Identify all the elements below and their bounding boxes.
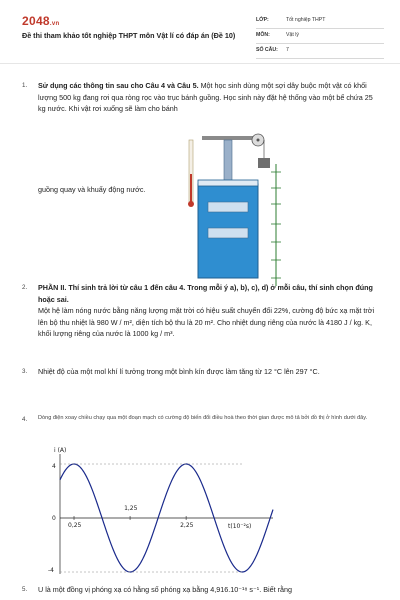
- meta-key: LỚP:: [256, 17, 269, 23]
- question-4: [22, 414, 382, 574]
- x-axis-label: t(10⁻²s): [228, 523, 252, 530]
- paddle-upper: [208, 202, 248, 212]
- question-2: [22, 282, 382, 352]
- pulley-bracket: [202, 136, 258, 140]
- apparatus-diagram: [172, 128, 282, 288]
- y-axis-label: i (A): [54, 447, 67, 454]
- meta-value: 7: [286, 47, 289, 53]
- paddle-lower: [208, 228, 248, 238]
- tank-lid: [198, 180, 258, 186]
- question-number: 1.: [22, 82, 28, 89]
- question-text: U là một đồng vị phóng xạ có hằng số phóng xạ bằng 4,916.10⁻¹⁸ s⁻¹. Biết rằng: [38, 585, 292, 594]
- header-divider: [0, 63, 400, 64]
- question-5: [22, 584, 382, 600]
- question-body: [38, 282, 378, 340]
- pulley-axle: [257, 139, 260, 142]
- meta-table: [256, 14, 384, 59]
- question-text: Một hệ làm nóng nước bằng năng lượng mặt trời có hiệu suất chuyển đổi 22%, cường độ bức xạ mặt trời lên bộ thu nhiệt là 980 W / m², diện tích bộ thu là 20 m². Cho nhiệt dung riêng của nước là 4180 J / kg. K, khối lượng riêng của nước là 1000 kg / m³.: [38, 306, 375, 338]
- document-title: Đề thi tham khảo tốt nghiệp THPT môn Vật lí có đáp án (Đề 10): [22, 31, 236, 40]
- question-text: Dòng điện xoay chiều chạy qua một đoạn mạch có cường độ biến đổi điều hoà theo thời gian được mô tả bởi đồ thị ở hình dưới đây.: [38, 415, 368, 421]
- current-time-chart: [38, 444, 288, 579]
- y-tick-label: 4: [52, 463, 56, 470]
- question-number: 3.: [22, 368, 28, 375]
- x-tick-label: 0,25: [68, 522, 82, 529]
- question-3: [22, 366, 382, 396]
- question-lead: Sử dụng các thông tin sau cho Câu 4 và Câu 5.: [38, 81, 199, 90]
- meta-key: SỐ CÂU:: [256, 47, 278, 53]
- thermometer-bulb: [188, 201, 194, 207]
- question-text: Một học sinh dùng một sợi dây buộc một vật có khối lượng 500 kg đang rơi qua ròng rọc vào trục bánh guồng. Học sinh này đặt hệ thống vào một bể chứa 25 kg nước. Khi vật rơi xuống sẽ làm cho bánh: [38, 81, 373, 113]
- question-number: 4.: [22, 416, 28, 423]
- question-lead: PHẦN II. Thí sinh trả lời từ câu 1 đến câu 4. Trong mỗi ý a), b), c), d) ở mỗi câu, thí sinh chọn đúng hoặc sai.: [38, 283, 373, 304]
- meta-value: Tốt nghiệp THPT: [286, 17, 326, 23]
- meta-row-count: [256, 44, 384, 59]
- question-text: Nhiệt độ của một mol khí lí tưởng trong một bình kín được làm tăng từ 12 °C lên 297 °C.: [38, 367, 320, 376]
- question-number: 2.: [22, 284, 28, 291]
- x-tick-label: 2,25: [180, 522, 194, 529]
- meta-key: MÔN:: [256, 32, 270, 38]
- meta-row-subject: [256, 29, 384, 44]
- page-header: [0, 0, 400, 64]
- meta-row-class: [256, 14, 384, 29]
- x-tick-label: 1,25: [124, 505, 138, 512]
- site-logo[interactable]: [22, 14, 59, 28]
- question-body: [38, 80, 378, 115]
- meta-value: Vật lý: [286, 32, 299, 38]
- thermometer-mercury: [190, 174, 192, 202]
- question-caption: guồng quay và khuấy động nước.: [38, 185, 146, 194]
- logo-text: 2048: [22, 14, 50, 28]
- question-number: 5.: [22, 586, 28, 593]
- falling-mass-icon: [258, 158, 270, 168]
- y-tick-label: -4: [48, 567, 54, 574]
- y-tick-label: 0: [52, 515, 56, 522]
- question-1: [22, 80, 382, 280]
- logo-suffix: .vn: [49, 21, 60, 27]
